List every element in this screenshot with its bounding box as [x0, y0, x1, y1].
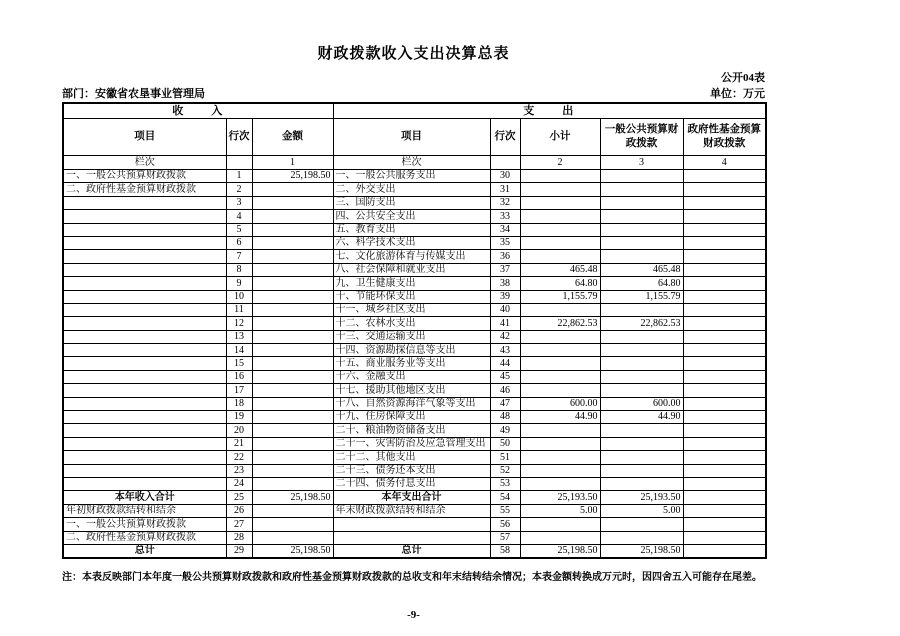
expense-subtotal-cell: 64.80	[520, 277, 600, 290]
income-line-cell: 9	[226, 277, 252, 290]
expense-general-budget-cell	[600, 464, 683, 477]
income-amount-cell	[252, 384, 333, 397]
expense-subtotal-cell	[520, 477, 600, 490]
expense-subtotal-cell	[520, 303, 600, 316]
expense-subtotal-cell	[520, 424, 600, 437]
income-line-cell: 11	[226, 303, 252, 316]
expense-general-budget-index: 3	[600, 156, 683, 170]
income-amount-cell	[252, 210, 333, 223]
table-row	[63, 183, 766, 196]
income-item-cell	[63, 263, 226, 276]
income-amount-cell	[252, 263, 333, 276]
department-label: 部门：安徽省农垦事业管理局	[62, 88, 205, 100]
expense-general-budget-cell	[600, 236, 683, 249]
income-line-cell: 16	[226, 370, 252, 383]
expense-line-cell: 33	[490, 210, 520, 223]
expense-item-cell: 四、公共安全支出	[333, 210, 490, 223]
expense-subtotal-cell	[520, 370, 600, 383]
expense-subtotal-header: 小计	[520, 119, 600, 156]
table-row	[63, 437, 766, 450]
expense-item-cell: 二十三、债务还本支出	[333, 464, 490, 477]
expense-item-cell: 十五、商业服务业等支出	[333, 357, 490, 370]
expense-general-budget-cell	[600, 531, 683, 544]
table-row	[63, 303, 766, 316]
table-row	[63, 464, 766, 477]
table-row	[63, 170, 766, 183]
income-amount-cell	[252, 477, 333, 490]
expense-general-budget-cell	[600, 330, 683, 343]
expense-line-cell: 57	[490, 531, 520, 544]
expense-gov-fund-cell	[683, 518, 766, 531]
expense-general-budget-cell	[600, 451, 683, 464]
expense-line-cell: 50	[490, 437, 520, 450]
expense-line-cell: 44	[490, 357, 520, 370]
expense-gov-fund-cell	[683, 263, 766, 276]
income-amount-cell	[252, 424, 333, 437]
income-item-cell	[63, 370, 226, 383]
income-line-cell: 25	[226, 491, 252, 504]
income-line-cell: 13	[226, 330, 252, 343]
expense-general-budget-cell	[600, 357, 683, 370]
expense-line-cell: 53	[490, 477, 520, 490]
income-item-cell	[63, 330, 226, 343]
income-item-header: 项目	[63, 119, 226, 156]
income-item-cell	[63, 236, 226, 249]
expense-general-budget-cell	[600, 210, 683, 223]
expense-subtotal-cell	[520, 250, 600, 263]
expense-subtotal-cell: 600.00	[520, 397, 600, 410]
expense-general-budget-cell	[600, 344, 683, 357]
income-line-cell: 24	[226, 477, 252, 490]
income-amount-cell	[252, 290, 333, 303]
expense-line-header: 行次	[490, 119, 520, 156]
table-row	[63, 424, 766, 437]
expense-subtotal-cell	[520, 384, 600, 397]
table-row	[63, 477, 766, 490]
income-line-cell: 20	[226, 424, 252, 437]
expense-subtotal-index: 2	[520, 156, 600, 170]
expense-general-budget-cell	[600, 477, 683, 490]
expense-gov-fund-cell	[683, 344, 766, 357]
expense-subtotal-cell	[520, 518, 600, 531]
expense-item-cell: 年末财政拨款结转和结余	[333, 504, 490, 517]
income-amount-cell	[252, 531, 333, 544]
table-row	[63, 236, 766, 249]
expense-item-cell: 一、一般公共服务支出	[333, 170, 490, 183]
expense-item-cell: 十四、资源勘探信息等支出	[333, 344, 490, 357]
income-line-cell: 12	[226, 317, 252, 330]
expense-item-cell: 五、教育支出	[333, 223, 490, 236]
income-amount-header: 金额	[252, 119, 333, 156]
income-section-header: 收 入	[63, 103, 333, 119]
table-row	[63, 491, 766, 504]
income-item-cell	[63, 196, 226, 209]
expense-line-cell: 37	[490, 263, 520, 276]
expense-line-cell: 52	[490, 464, 520, 477]
income-amount-cell	[252, 183, 333, 196]
table-row	[63, 384, 766, 397]
expense-gov-fund-cell	[683, 250, 766, 263]
meta-row	[62, 85, 765, 101]
expense-item-cell: 九、卫生健康支出	[333, 277, 490, 290]
table-row	[63, 290, 766, 303]
expense-gov-fund-cell	[683, 317, 766, 330]
expense-subtotal-cell	[520, 330, 600, 343]
expense-gov-fund-cell	[683, 451, 766, 464]
income-amount-cell	[252, 464, 333, 477]
expense-general-budget-cell: 1,155.79	[600, 290, 683, 303]
expense-item-cell: 七、文化旅游体育与传媒支出	[333, 250, 490, 263]
expense-item-cell: 六、科学技术支出	[333, 236, 490, 249]
income-amount-cell	[252, 357, 333, 370]
expense-gov-fund-cell	[683, 170, 766, 183]
expense-line-cell: 35	[490, 236, 520, 249]
page-number: -9-	[407, 608, 420, 621]
expense-general-budget-cell	[600, 196, 683, 209]
table-row	[63, 411, 766, 424]
expense-item-cell	[333, 531, 490, 544]
expense-line-cell: 56	[490, 518, 520, 531]
income-amount-cell	[252, 277, 333, 290]
income-item-cell: 一、一般公共预算财政拨款	[63, 170, 226, 183]
income-amount-cell	[252, 518, 333, 531]
expense-subtotal-cell: 5.00	[520, 504, 600, 517]
expense-gov-fund-cell	[683, 330, 766, 343]
expense-item-cell	[333, 518, 490, 531]
expense-gov-fund-cell	[683, 544, 766, 557]
expense-gov-fund-index: 4	[683, 156, 766, 170]
income-line-cell: 10	[226, 290, 252, 303]
income-item-cell	[63, 477, 226, 490]
expense-subtotal-cell	[520, 437, 600, 450]
expense-gov-fund-cell	[683, 424, 766, 437]
income-line-cell: 21	[226, 437, 252, 450]
expense-line-index	[490, 156, 520, 170]
expense-line-cell: 42	[490, 330, 520, 343]
income-item-cell: 总计	[63, 544, 226, 557]
expense-line-cell: 48	[490, 411, 520, 424]
income-amount-cell	[252, 344, 333, 357]
income-line-cell: 15	[226, 357, 252, 370]
income-line-cell: 22	[226, 451, 252, 464]
income-amount-index: 1	[252, 156, 333, 170]
income-item-cell	[63, 290, 226, 303]
expense-item-cell: 十一、城乡社区支出	[333, 303, 490, 316]
expense-subtotal-cell	[520, 344, 600, 357]
income-line-cell: 17	[226, 384, 252, 397]
table-row	[63, 518, 766, 531]
income-amount-cell	[252, 504, 333, 517]
income-line-cell: 28	[226, 531, 252, 544]
income-item-index: 栏次	[63, 156, 226, 170]
income-amount-cell: 25,198.50	[252, 544, 333, 557]
expense-subtotal-cell	[520, 223, 600, 236]
expense-gov-fund-cell	[683, 464, 766, 477]
income-item-cell: 一、一般公共预算财政拨款	[63, 518, 226, 531]
expense-gov-fund-cell	[683, 223, 766, 236]
expense-line-cell: 39	[490, 290, 520, 303]
expense-general-budget-cell: 600.00	[600, 397, 683, 410]
income-line-cell: 3	[226, 196, 252, 209]
expense-gov-fund-cell	[683, 531, 766, 544]
expense-line-cell: 58	[490, 544, 520, 557]
income-item-cell	[63, 451, 226, 464]
expense-section-header: 支 出	[333, 103, 766, 119]
expense-line-cell: 30	[490, 170, 520, 183]
income-item-cell	[63, 223, 226, 236]
expense-subtotal-cell: 1,155.79	[520, 290, 600, 303]
income-amount-cell	[252, 236, 333, 249]
column-index-row	[63, 156, 766, 170]
table-code-label: 公开04表	[721, 72, 765, 84]
expense-subtotal-cell: 25,193.50	[520, 491, 600, 504]
income-item-cell	[63, 344, 226, 357]
expense-gov-fund-cell	[683, 236, 766, 249]
table-row	[63, 317, 766, 330]
expense-item-cell: 十八、自然资源海洋气象等支出	[333, 397, 490, 410]
table-row	[63, 544, 766, 557]
table-row	[63, 344, 766, 357]
table-row	[63, 504, 766, 517]
income-amount-cell: 25,198.50	[252, 170, 333, 183]
expense-item-cell: 十六、金融支出	[333, 370, 490, 383]
expense-general-budget-cell	[600, 223, 683, 236]
section-header-row	[63, 103, 766, 119]
income-amount-cell	[252, 397, 333, 410]
income-amount-cell	[252, 303, 333, 316]
page-title: 财政拨款收入支出决算总表	[317, 46, 510, 62]
income-line-cell: 27	[226, 518, 252, 531]
income-amount-cell	[252, 330, 333, 343]
expense-item-cell: 二十、粮油物资储备支出	[333, 424, 490, 437]
income-line-cell: 7	[226, 250, 252, 263]
expense-general-budget-cell	[600, 437, 683, 450]
table-row	[63, 397, 766, 410]
expense-general-budget-cell: 465.48	[600, 263, 683, 276]
expense-subtotal-cell: 465.48	[520, 263, 600, 276]
document-page	[62, 0, 765, 621]
expense-general-budget-cell: 44.90	[600, 411, 683, 424]
expense-subtotal-cell	[520, 210, 600, 223]
expense-line-cell: 34	[490, 223, 520, 236]
income-item-cell: 二、政府性基金预算财政拨款	[63, 531, 226, 544]
budget-summary-table	[62, 102, 767, 559]
income-line-cell: 19	[226, 411, 252, 424]
expense-general-budget-cell	[600, 384, 683, 397]
expense-gov-fund-cell	[683, 290, 766, 303]
income-line-cell: 6	[226, 236, 252, 249]
income-amount-cell	[252, 250, 333, 263]
income-line-cell: 29	[226, 544, 252, 557]
expense-line-cell: 54	[490, 491, 520, 504]
expense-gov-fund-cell	[683, 504, 766, 517]
table-row	[63, 451, 766, 464]
expense-general-budget-cell: 25,198.50	[600, 544, 683, 557]
expense-subtotal-cell	[520, 464, 600, 477]
income-line-cell: 14	[226, 344, 252, 357]
income-item-cell	[63, 437, 226, 450]
expense-gov-fund-cell	[683, 210, 766, 223]
expense-item-cell: 十、节能环保支出	[333, 290, 490, 303]
expense-line-cell: 55	[490, 504, 520, 517]
expense-line-cell: 31	[490, 183, 520, 196]
expense-gov-fund-cell	[683, 277, 766, 290]
income-item-cell	[63, 424, 226, 437]
income-amount-cell	[252, 317, 333, 330]
expense-general-budget-header: 一般公共预算财政拨款	[600, 119, 683, 156]
expense-item-cell: 十三、交通运输支出	[333, 330, 490, 343]
expense-item-cell: 总计	[333, 544, 490, 557]
expense-line-cell: 38	[490, 277, 520, 290]
expense-subtotal-cell	[520, 183, 600, 196]
expense-item-cell: 二十一、灾害防治及应急管理支出	[333, 437, 490, 450]
income-item-cell	[63, 397, 226, 410]
expense-general-budget-cell: 22,862.53	[600, 317, 683, 330]
income-line-cell: 5	[226, 223, 252, 236]
income-amount-cell	[252, 451, 333, 464]
expense-line-cell: 43	[490, 344, 520, 357]
expense-general-budget-cell	[600, 518, 683, 531]
expense-subtotal-cell	[520, 236, 600, 249]
income-item-cell	[63, 411, 226, 424]
table-row	[63, 370, 766, 383]
expense-general-budget-cell	[600, 183, 683, 196]
expense-gov-fund-cell	[683, 437, 766, 450]
expense-line-cell: 40	[490, 303, 520, 316]
income-line-cell: 18	[226, 397, 252, 410]
expense-gov-fund-cell	[683, 196, 766, 209]
expense-line-cell: 45	[490, 370, 520, 383]
income-amount-cell	[252, 196, 333, 209]
income-amount-cell	[252, 370, 333, 383]
expense-item-cell: 二十二、其他支出	[333, 451, 490, 464]
income-item-cell: 二、政府性基金预算财政拨款	[63, 183, 226, 196]
expense-subtotal-cell	[520, 531, 600, 544]
income-item-cell: 年初财政拨款结转和结余	[63, 504, 226, 517]
expense-general-budget-cell: 25,193.50	[600, 491, 683, 504]
expense-subtotal-cell	[520, 170, 600, 183]
expense-gov-fund-cell	[683, 477, 766, 490]
table-row	[63, 250, 766, 263]
expense-line-cell: 36	[490, 250, 520, 263]
expense-gov-fund-cell	[683, 411, 766, 424]
expense-gov-fund-cell	[683, 397, 766, 410]
table-row	[63, 223, 766, 236]
expense-item-cell: 三、国防支出	[333, 196, 490, 209]
table-row	[63, 196, 766, 209]
expense-item-cell: 十九、住房保障支出	[333, 411, 490, 424]
income-amount-cell: 25,198.50	[252, 491, 333, 504]
income-line-cell: 1	[226, 170, 252, 183]
expense-gov-fund-cell	[683, 303, 766, 316]
expense-subtotal-cell	[520, 451, 600, 464]
income-item-cell	[63, 357, 226, 370]
expense-gov-fund-cell	[683, 370, 766, 383]
expense-item-index: 栏次	[333, 156, 490, 170]
income-amount-cell	[252, 437, 333, 450]
income-amount-cell	[252, 411, 333, 424]
income-line-cell: 2	[226, 183, 252, 196]
income-line-cell: 8	[226, 263, 252, 276]
income-amount-cell	[252, 223, 333, 236]
expense-subtotal-cell: 22,862.53	[520, 317, 600, 330]
expense-gov-fund-header: 政府性基金预算财政拨款	[683, 119, 766, 156]
expense-general-budget-cell	[600, 170, 683, 183]
income-line-header: 行次	[226, 119, 252, 156]
income-item-cell	[63, 210, 226, 223]
expense-subtotal-cell	[520, 196, 600, 209]
expense-general-budget-cell	[600, 370, 683, 383]
income-line-cell: 4	[226, 210, 252, 223]
expense-general-budget-cell	[600, 250, 683, 263]
income-line-index	[226, 156, 252, 170]
income-item-cell: 本年收入合计	[63, 491, 226, 504]
table-row	[63, 357, 766, 370]
expense-line-cell: 49	[490, 424, 520, 437]
table-row	[63, 210, 766, 223]
expense-gov-fund-cell	[683, 357, 766, 370]
table-row	[63, 263, 766, 276]
expense-subtotal-cell	[520, 357, 600, 370]
table-row	[63, 531, 766, 544]
expense-line-cell: 32	[490, 196, 520, 209]
income-item-cell	[63, 464, 226, 477]
income-item-cell	[63, 384, 226, 397]
expense-item-cell: 十二、农林水支出	[333, 317, 490, 330]
expense-general-budget-cell	[600, 424, 683, 437]
expense-general-budget-cell: 64.80	[600, 277, 683, 290]
footnote: 注：本表反映部门本年度一般公共预算财政拨款和政府性基金预算财政拨款的总收支和年末结转结余情况；本表金额转换成万元时，因四舍五入可能存在尾差。	[62, 571, 762, 583]
expense-item-cell: 二十四、债务付息支出	[333, 477, 490, 490]
expense-gov-fund-cell	[683, 491, 766, 504]
column-header-row	[63, 119, 766, 156]
expense-item-cell: 本年支出合计	[333, 491, 490, 504]
expense-item-cell: 十七、援助其他地区支出	[333, 384, 490, 397]
expense-subtotal-cell: 25,198.50	[520, 544, 600, 557]
table-row	[63, 330, 766, 343]
expense-line-cell: 41	[490, 317, 520, 330]
income-line-cell: 26	[226, 504, 252, 517]
expense-general-budget-cell: 5.00	[600, 504, 683, 517]
expense-item-header: 项目	[333, 119, 490, 156]
expense-subtotal-cell: 44.90	[520, 411, 600, 424]
income-item-cell	[63, 317, 226, 330]
income-item-cell	[63, 277, 226, 290]
expense-item-cell: 八、社会保障和就业支出	[333, 263, 490, 276]
income-line-cell: 23	[226, 464, 252, 477]
income-item-cell	[63, 303, 226, 316]
expense-general-budget-cell	[600, 303, 683, 316]
expense-line-cell: 46	[490, 384, 520, 397]
unit-label: 单位：万元	[710, 88, 765, 100]
expense-item-cell: 二、外交支出	[333, 183, 490, 196]
income-item-cell	[63, 250, 226, 263]
expense-gov-fund-cell	[683, 384, 766, 397]
expense-line-cell: 51	[490, 451, 520, 464]
table-row	[63, 277, 766, 290]
expense-gov-fund-cell	[683, 183, 766, 196]
expense-line-cell: 47	[490, 397, 520, 410]
